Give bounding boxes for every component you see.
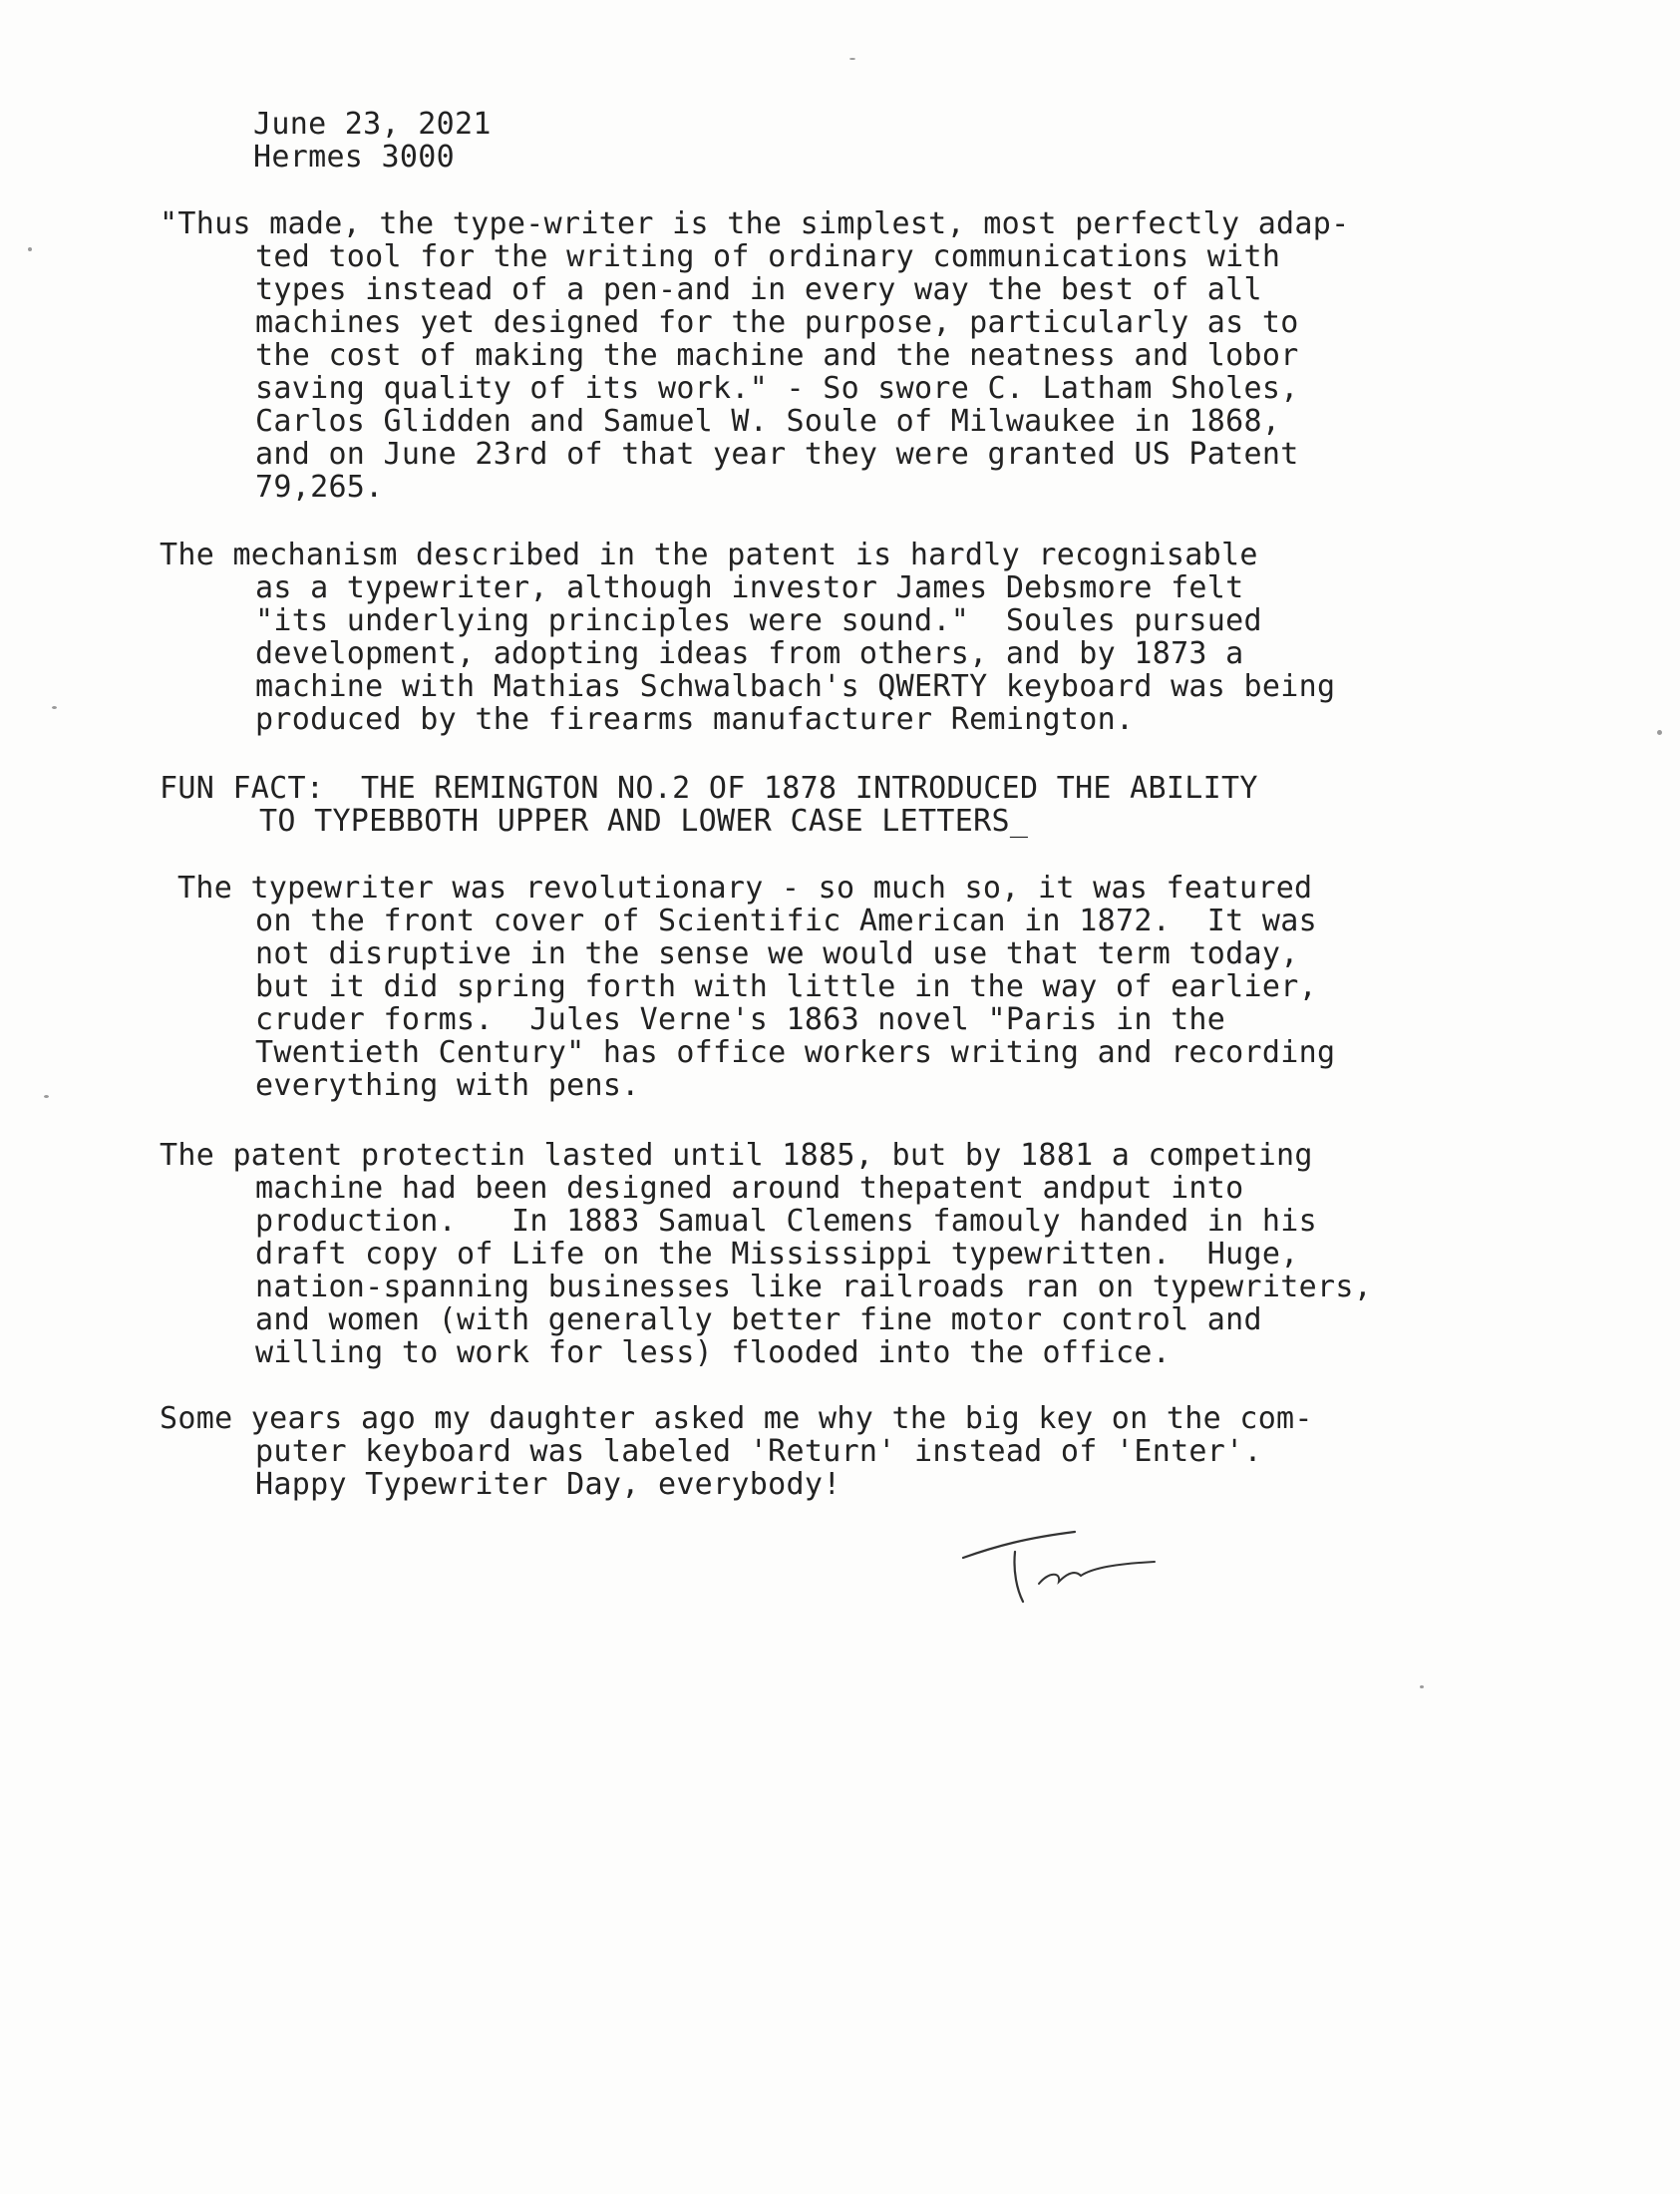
header-machine: Hermes 3000 [253,140,455,175]
paragraph-line: 79,265. [255,470,384,505]
paragraph-line: The typewriter was revolutionary - so much so, it was featured [177,871,1313,906]
header-date: June 23, 2021 [253,107,492,142]
paragraph-line: development, adopting ideas from others, and by 1873 a [255,636,1244,671]
paragraph-line: puter keyboard was labeled 'Return' instead of 'Enter'. [255,1434,1262,1469]
paragraph-line: The mechanism described in the patent is hardly recognisable [160,538,1258,572]
paragraph-line: ted tool for the writing of ordinary communications with [255,239,1281,274]
paragraph-line: and on June 23rd of that year they were granted US Patent [255,437,1299,472]
paper-speck [1657,730,1662,735]
paragraph-line: Happy Typewriter Day, everybody! [255,1467,841,1502]
paper-speck [52,706,57,709]
paragraph-line: machines yet designed for the purpose, particularly as to [255,305,1299,340]
paragraph-line: but it did spring forth with little in the way of earlier, [255,969,1317,1004]
paragraph-line: machine had been designed around thepatent andput into [255,1171,1244,1206]
paragraph-line: The patent protectin lasted until 1885, but by 1881 a competing [160,1138,1313,1173]
paragraph-line: as a typewriter, although investor James Debsmore felt [255,570,1244,605]
paper-speck [44,1095,49,1098]
paragraph-line: TO TYPEBBOTH UPPER AND LOWER CASE LETTERS_ [259,804,1029,839]
paragraph-line: "Thus made, the type-writer is the simplest, most perfectly adap- [160,206,1350,241]
paragraph-fun-fact [160,772,1258,838]
paragraph-line: willing to work for less) flooded into the office. [255,1335,1172,1370]
paragraph-line: FUN FACT: THE REMINGTON NO.2 OF 1878 INTRODUCED THE ABILITY [160,771,1258,806]
paper-speck [28,247,32,251]
paragraph-closing [160,1402,1313,1501]
paper-speck [849,58,855,60]
paragraph-line: not disruptive in the sense we would use that term today, [255,936,1299,971]
letter-header [253,108,492,174]
paragraph-line: everything with pens. [255,1068,640,1103]
paragraph-line: Twentieth Century" has office workers writing and recording [255,1035,1336,1070]
paragraph-patent-protection [160,1139,1372,1369]
paragraph-line: and women (with generally better fine motor control and [255,1302,1262,1337]
paragraph-line: on the front cover of Scientific American in 1872. It was [255,904,1317,938]
handwritten-signature [957,1506,1176,1616]
paragraph-line: cruder forms. Jules Verne's 1863 novel "Paris in the [255,1002,1226,1037]
paragraph-line: the cost of making the machine and the neatness and lobor [255,338,1299,373]
paragraph-line: production. In 1883 Samual Clemens famouly handed in his [255,1204,1317,1239]
paragraph-line: nation-spanning businesses like railroads ran on typewriters, [255,1270,1373,1304]
paragraph-line: saving quality of its work." - So swore C. Latham Sholes, [255,371,1299,406]
paragraph-line: Carlos Glidden and Samuel W. Soule of Milwaukee in 1868, [255,404,1281,439]
paragraph-line: Some years ago my daughter asked me why the big key on the com- [160,1401,1313,1436]
paragraph-patent-quote [160,207,1350,504]
paragraph-line: draft copy of Life on the Mississippi typewritten. Huge, [255,1237,1299,1272]
paper-speck [1420,1685,1424,1688]
paragraph-line: produced by the firearms manufacturer Remington. [255,702,1135,737]
paragraph-line: types instead of a pen-and in every way the best of all [255,272,1262,307]
paragraph-line: "its underlying principles were sound." Soules pursued [255,603,1262,638]
paragraph-mechanism [160,539,1335,736]
paragraph-revolutionary [177,872,1335,1102]
paragraph-line: machine with Mathias Schwalbach's QWERTY keyboard was being [255,669,1336,704]
